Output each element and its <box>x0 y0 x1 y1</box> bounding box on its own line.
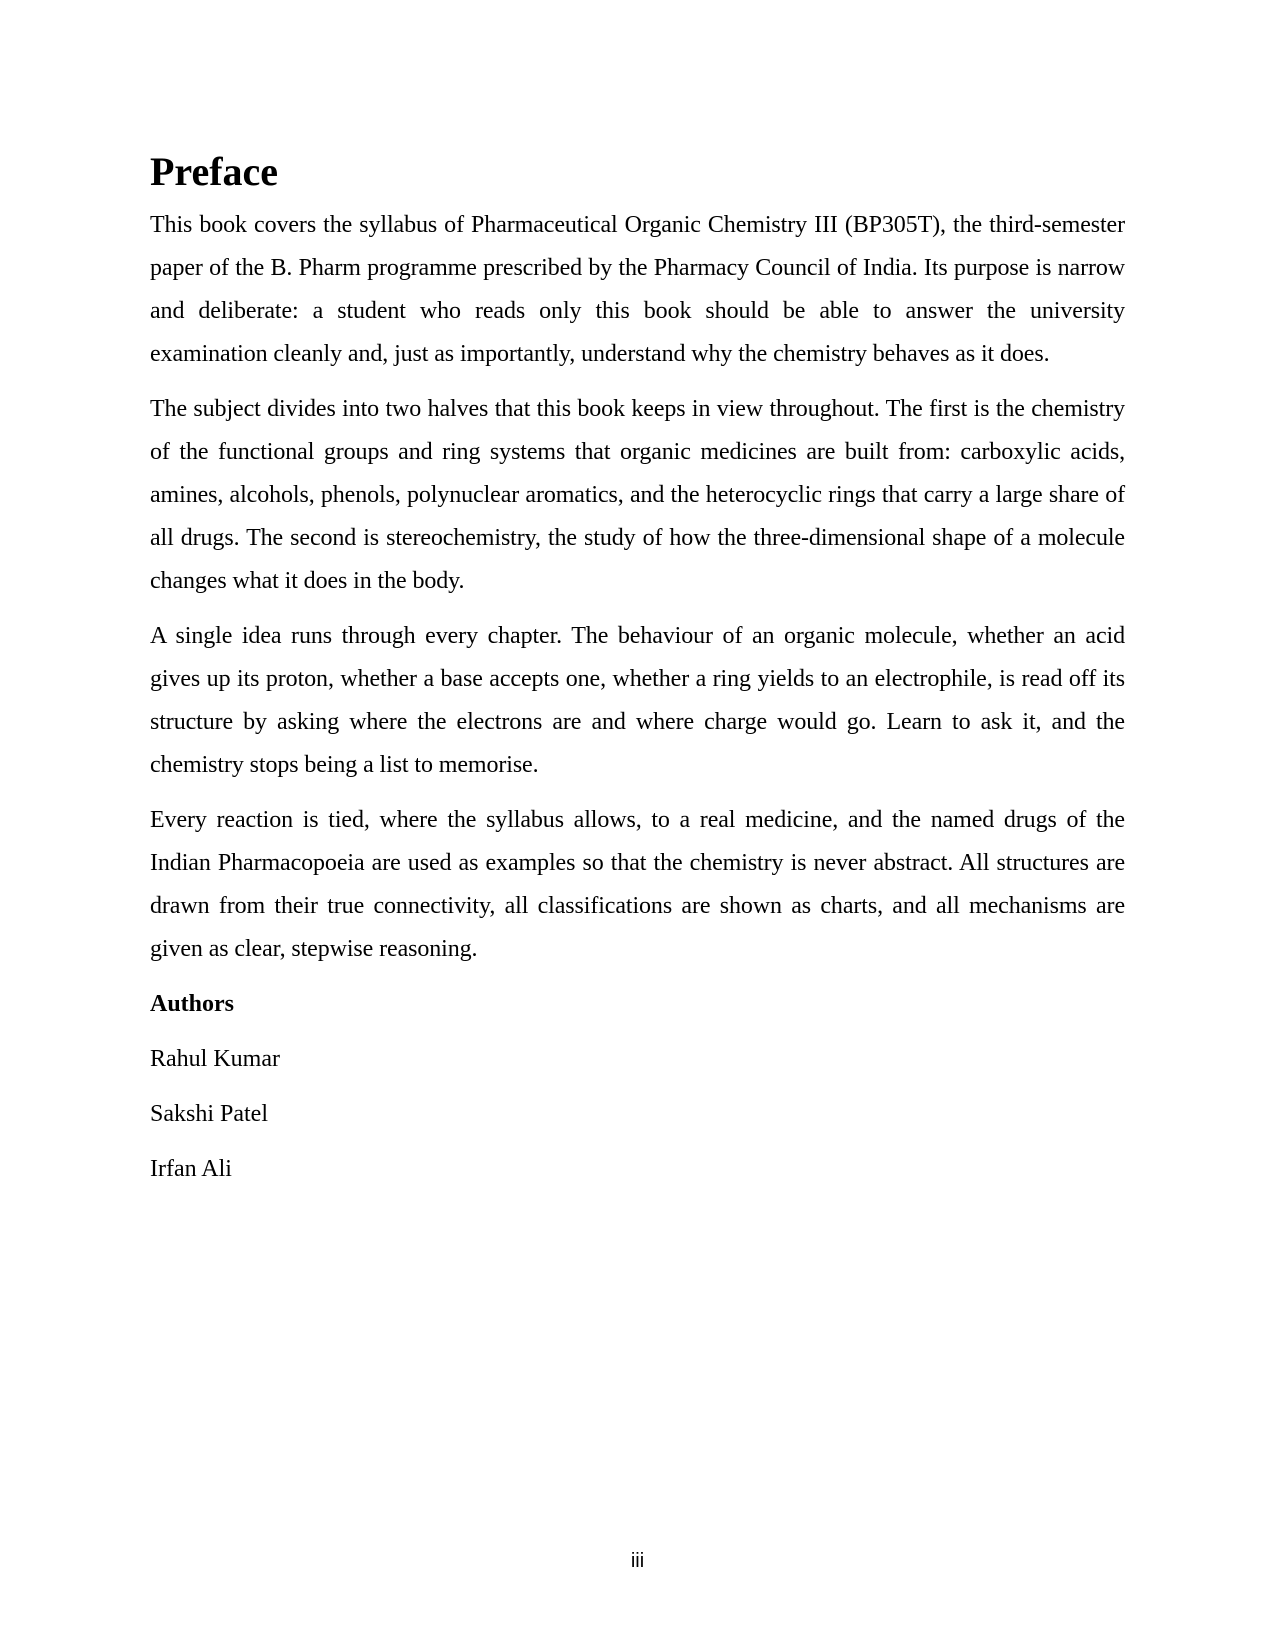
page-number: iii <box>630 1550 645 1572</box>
page-content <box>150 146 1125 1203</box>
preface-paragraph-2: The subject divides into two halves that this book keeps in view throughout. The first is the chemistry of the functional groups and ring systems that organic medicines are built from: carboxylic acids, amines, alcohols, phenols, polynuclear aromatics, and the heterocyclic rings that carry a large share of all drugs. The second is stereochemistry, the study of how the three-dimensional shape of a molecule changes what it does in the body. <box>150 396 1125 594</box>
preface-paragraph-4: Every reaction is tied, where the syllabus allows, to a real medicine, and the named drugs of the Indian Pharmacopoeia are used as examples so that the chemistry is never abstract. All structures are drawn from their true connectivity, all classifications are shown as charts, and all mechanisms are given as clear, stepwise reasoning. <box>150 807 1125 962</box>
authors-heading: Authors <box>150 991 235 1017</box>
preface-paragraph-3: A single idea runs through every chapter. The behaviour of an organic molecule, whether an acid gives up its proton, whether a base accepts one, whether a ring yields to an electrophile, is read off its structure by asking where the electrons are and where charge would go. Learn to ask it, and the chemistry stops being a list to memorise. <box>150 623 1125 778</box>
page-title: Preface <box>150 149 279 194</box>
author-name: Rahul Kumar <box>150 1046 280 1072</box>
author-name: Irfan Ali <box>150 1156 232 1182</box>
preface-paragraph-1: This book covers the syllabus of Pharmaceutical Organic Chemistry III (BP305T), the third-semester paper of the B. Pharm programme prescribed by the Pharmacy Council of India. Its purpose is narrow and deliberate: a student who reads only this book should be able to answer the university examination cleanly and, just as importantly, understand why the chemistry behaves as it does. <box>150 212 1125 367</box>
author-name: Sakshi Patel <box>150 1101 268 1127</box>
author-list <box>150 1038 1125 1191</box>
